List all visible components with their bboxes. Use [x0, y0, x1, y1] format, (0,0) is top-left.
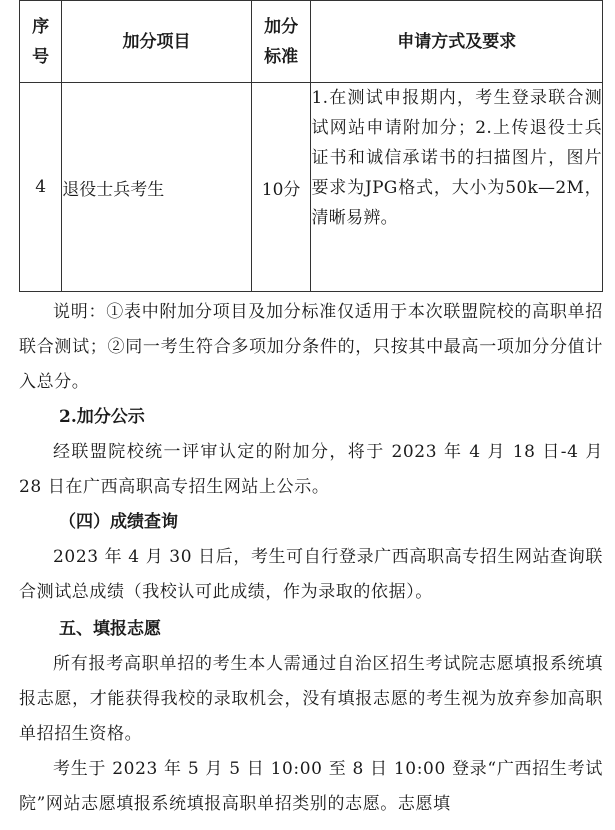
cell-no: 4: [20, 83, 62, 292]
header-std-line2: 标准: [264, 46, 299, 67]
table-row: [20, 83, 603, 292]
cell-standard: 10分: [251, 83, 311, 292]
section-5-title: 五、填报志愿: [59, 619, 161, 639]
section-2-body: 经联盟院校统一评审认定的附加分，将于 2023 年 4 月 18 日-4 月 28 日在广西高职高专招生网站上公示。: [19, 442, 603, 497]
bonus-items-table: [19, 0, 603, 292]
header-requirements: 申请方式及要求: [311, 1, 603, 83]
cell-item: 退役士兵考生: [62, 83, 252, 292]
table-note: 说明：①表中附加分项目及加分标准仅适用于本次联盟院校的高职单招联合测试；②同一考生符合多项加分条件的，只按其中最高一项加分分值计入总分。: [19, 302, 603, 392]
section-2-title: 2.加分公示: [59, 407, 145, 427]
section-5-body1: 所有报考高职单招的考生本人需通过自治区招生考试院志愿填报系统填报志愿，才能获得我校的录取机会，没有填报志愿的考生视为放弃参加高职单招招生资格。: [19, 654, 603, 744]
section-4-body: 2023 年 4 月 30 日后，考生可自行登录广西高职高专招生网站查询联合测试总成绩（我校认可此成绩，作为录取的依据）。: [19, 547, 603, 602]
header-no: [20, 1, 62, 83]
section-5-body2: 考生于 2023 年 5 月 5 日 10:00 至 8 日 10:00 登录“广西招生考试院”网站志愿填报系统填报高职单招类别的志愿。志愿填: [19, 759, 603, 814]
section-4-title: （四）成绩查询: [59, 512, 178, 532]
table-header-row: [20, 1, 603, 83]
cell-requirements: 1.在测试申报期内，考生登录联合测试网站申请附加分；2.上传退役士兵证书和诚信承诺书的扫描图片，图片要求为JPG格式，大小为50k—2M，清晰易辨。: [311, 83, 603, 292]
header-std-line1: 加分: [264, 16, 299, 37]
header-no-line2: 号: [32, 46, 50, 67]
header-item: 加分项目: [62, 1, 252, 83]
header-no-line1: 序: [32, 16, 50, 37]
header-standard: [251, 1, 311, 83]
